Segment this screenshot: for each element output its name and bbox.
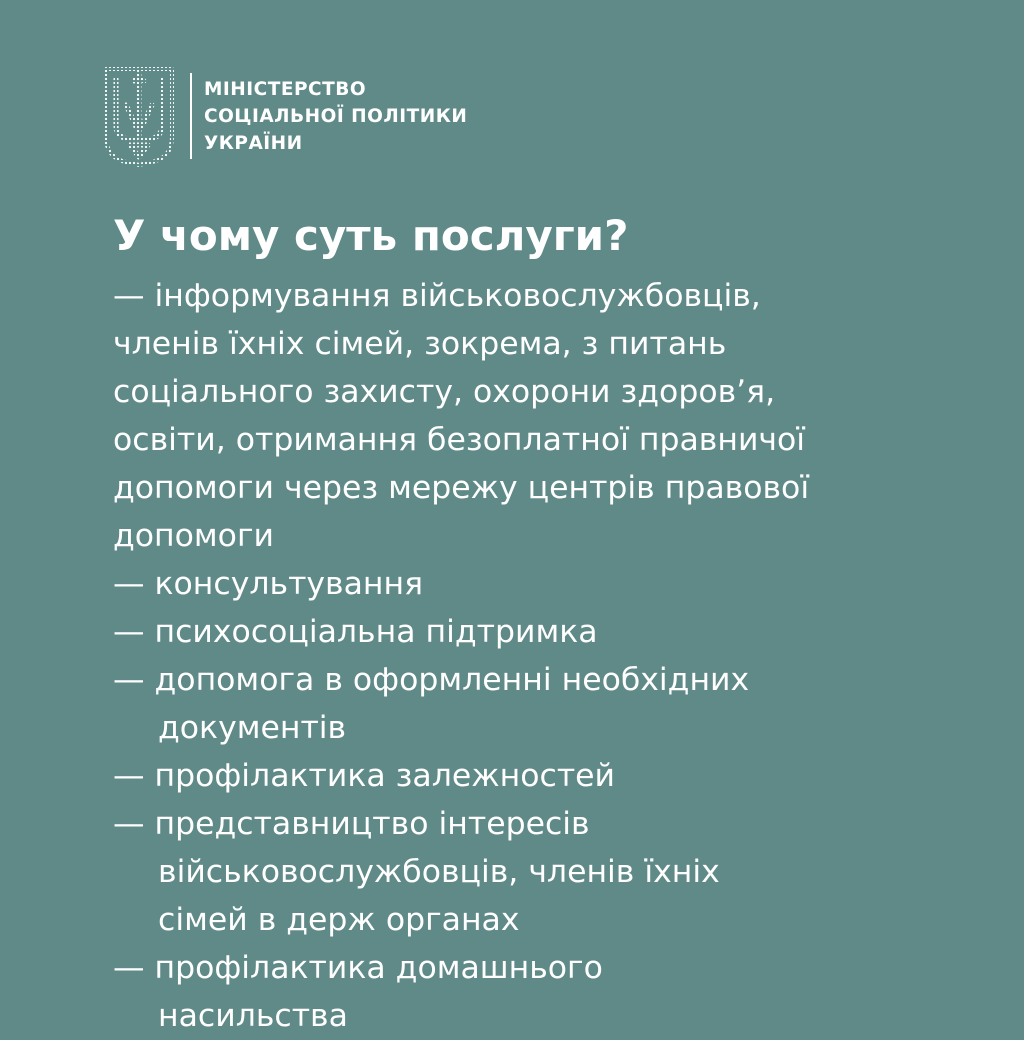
list-item-line: допомоги (113, 518, 274, 554)
list-item (113, 560, 993, 608)
list-item-line: — допомога в оформленні необхідних (113, 662, 750, 698)
list-item-line: — інформування військовослужбовців, (113, 278, 761, 314)
list-item-line: — представництво інтересів (113, 806, 590, 842)
list-item (113, 800, 993, 944)
ministry-name (204, 76, 467, 157)
list-item-line: — профілактика залежностей (113, 758, 616, 794)
list-item (113, 944, 993, 1040)
ministry-name-line: УКРАЇНИ (204, 132, 303, 154)
page-title: У чому суть послуги? (113, 211, 629, 260)
list-item-line: соціального захисту, охорони здоров’я, (113, 374, 776, 410)
list-item-line: допомоги через мережу центрів правової (113, 470, 810, 506)
list-item-line: — консультування (113, 566, 424, 602)
header-divider (190, 73, 192, 159)
trident-icon (100, 65, 178, 167)
list-item-line: — психосоціальна підтримка (113, 614, 598, 650)
list-item-line: військовослужбовців, членів їхніх (158, 854, 720, 890)
list-item-line: сімей в держ органах (158, 902, 520, 938)
list-item (113, 272, 993, 560)
list-item-line: членів їхніх сімей, зокрема, з питань (113, 326, 727, 362)
list-item-line: — профілактика домашнього (113, 950, 603, 986)
ministry-header (100, 66, 467, 166)
list-item (113, 608, 993, 656)
services-list (113, 272, 993, 1040)
list-item-line: освіти, отримання безоплатної правничої (113, 422, 806, 458)
list-item (113, 656, 993, 752)
ministry-name-line: СОЦІАЛЬНОЇ ПОЛІТИКИ (204, 105, 468, 127)
list-item (113, 752, 993, 800)
list-item-line: документів (158, 710, 347, 746)
ministry-name-line: МІНІСТЕРСТВО (204, 78, 367, 100)
list-item-line: насильства (158, 998, 348, 1034)
